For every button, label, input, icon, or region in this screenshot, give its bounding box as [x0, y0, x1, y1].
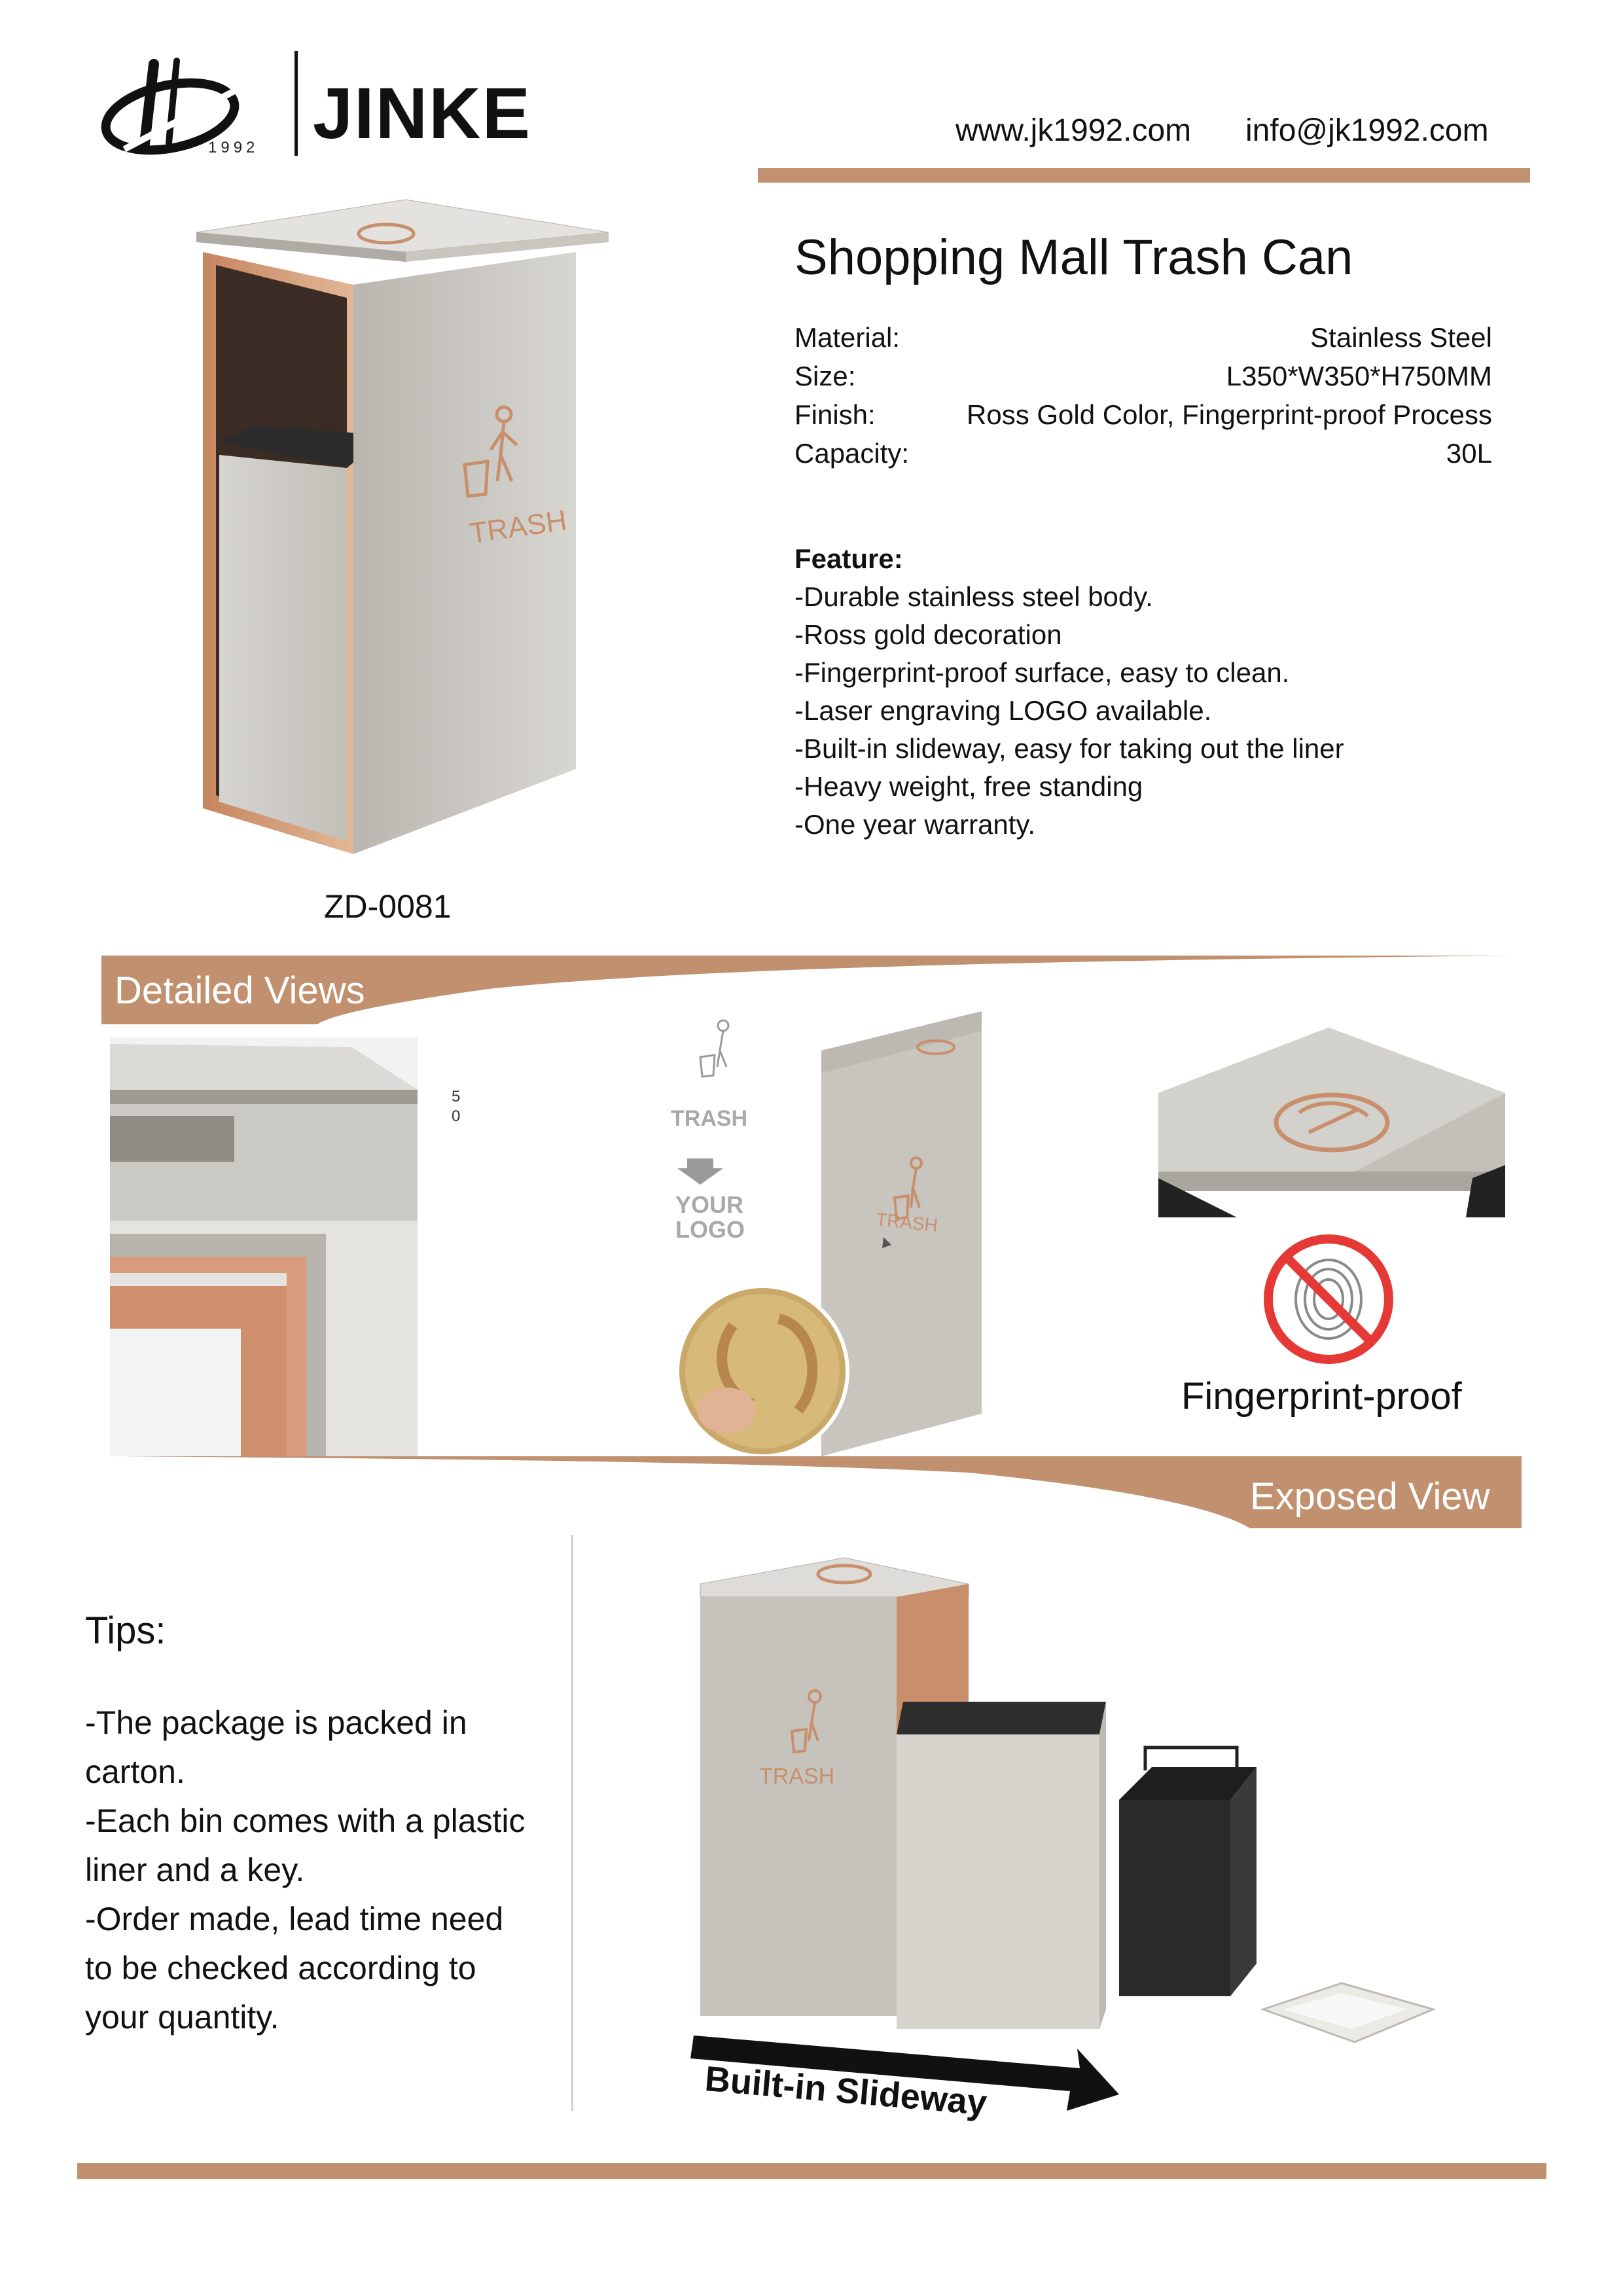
feature-item: -Fingerprint-proof surface, easy to clean.	[794, 657, 1290, 688]
spec-finish-value: Ross Gold Color, Fingerprint-proof Process	[967, 399, 1492, 430]
your-logo-line2: LOGO	[675, 1216, 745, 1243]
your-logo-line1: YOUR	[675, 1191, 744, 1218]
spec-material-value: Stainless Steel	[1310, 322, 1492, 353]
exposed-view-image	[687, 1512, 1472, 2114]
header-rule	[758, 168, 1530, 183]
gauge-label-top: 5	[452, 1088, 461, 1105]
brand-name: JINKE	[313, 73, 531, 154]
spec-capacity-label: Capacity:	[794, 438, 910, 469]
no-fingerprint-icon	[1260, 1230, 1397, 1368]
tip-line: to be checked according to	[85, 1950, 476, 1986]
spec-material-label: Material:	[794, 322, 901, 353]
feature-item: -Laser engraving LOGO available.	[794, 695, 1212, 726]
feature-item: -Ross gold decoration	[794, 619, 1062, 650]
tip-line: carton.	[85, 1753, 185, 1790]
lid-edge-detail-image	[110, 1037, 418, 1456]
feature-item: -Built-in slideway, easy for taking out the liner	[794, 733, 1344, 764]
tip-line: -The package is packed in	[85, 1704, 467, 1741]
exposed-trash-text: TRASH	[759, 1764, 835, 1789]
trash-can-product-image	[190, 193, 615, 874]
tips-heading: Tips:	[85, 1609, 166, 1652]
tip-line: your quantity.	[85, 1999, 279, 2036]
tip-line: liner and a key.	[85, 1852, 305, 1888]
website-link[interactable]: www.jk1992.com	[955, 113, 1192, 148]
gauge-label-bottom: 0	[452, 1107, 461, 1125]
fingerprint-proof-caption: Fingerprint-proof	[1181, 1375, 1462, 1418]
engraved-trash-sample: TRASH	[874, 1209, 939, 1236]
engraved-trash-text: TRASH	[467, 504, 569, 550]
spec-size-label: Size:	[794, 361, 856, 391]
section-divider	[571, 1535, 573, 2111]
tip-line: -Each bin comes with a plastic	[85, 1803, 526, 1839]
footer-rule	[77, 2163, 1546, 2179]
spec-size-value: L350*W350*H750MM	[1226, 361, 1492, 391]
spec-capacity-value: 30L	[1446, 438, 1492, 469]
logo-year: 1992	[208, 139, 259, 156]
logo-separator	[294, 51, 298, 156]
tip-line: -Order made, lead time need	[85, 1901, 504, 1937]
product-title: Shopping Mall Trash Can	[794, 230, 1353, 285]
detailed-views-heading: Detailed Views	[115, 969, 365, 1012]
feature-item: -One year warranty.	[794, 809, 1036, 840]
lid-top-detail-image	[1158, 1028, 1505, 1217]
feature-item: -Heavy weight, free standing	[794, 771, 1143, 802]
trash-sample-label: TRASH	[671, 1106, 748, 1131]
model-code: ZD-0081	[324, 888, 452, 925]
spec-finish-label: Finish:	[794, 399, 876, 430]
feature-heading: Feature:	[794, 543, 903, 574]
email-link[interactable]: info@jk1992.com	[1245, 113, 1489, 148]
slideway-label: Built-in Slideway	[703, 2058, 989, 2123]
feature-item: -Durable stainless steel body.	[794, 581, 1153, 612]
exposed-view-heading: Exposed View	[1250, 1475, 1490, 1518]
